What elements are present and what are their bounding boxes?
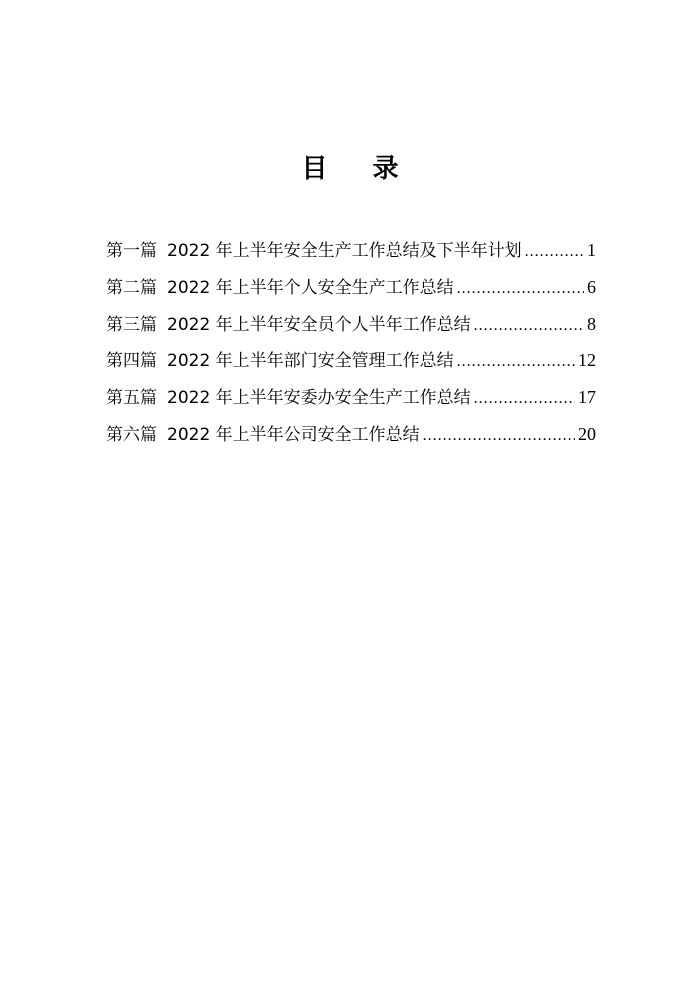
toc-title: 目 录 [301,154,417,184]
toc-entry[interactable] [106,416,596,453]
toc-entry-page-number: 12 [578,350,596,371]
toc-entry-label: 第二篇 [106,277,157,298]
toc-entry-page-number: 20 [578,423,596,444]
toc-entry-title: 2022 年上半年安委办安全生产工作总结 [167,388,471,409]
toc-entry-page-number: 1 [587,240,596,260]
toc-entry-page-number: 8 [587,313,596,334]
toc-entry[interactable] [106,379,596,416]
toc-entry-label: 第三篇 [106,314,157,335]
toc-entry-page-number: 17 [578,387,596,408]
toc-entry-label: 第五篇 [106,388,157,409]
table-of-contents [106,232,596,453]
toc-dot-leader [457,344,575,381]
toc-entry-title: 2022 年上半年部门安全管理工作总结 [167,351,454,372]
toc-entry-label: 第四篇 [106,351,157,372]
toc-dot-leader [474,308,584,345]
toc-entry-title: 2022 年上半年安全员个人半年工作总结 [167,314,471,335]
toc-entry[interactable] [106,306,596,343]
toc-entry-title: 2022 年上半年安全生产工作总结及下半年计划 [167,241,522,261]
toc-entry-page-number: 6 [587,276,596,297]
toc-dot-leader [457,271,584,308]
toc-entry-label: 第一篇 [106,241,157,261]
toc-dot-leader [525,234,584,271]
toc-entry-title: 2022 年上半年公司安全工作总结 [167,424,420,445]
toc-entry[interactable] [106,342,596,379]
toc-entry-title: 2022 年上半年个人安全生产工作总结 [167,277,454,298]
toc-entry[interactable] [106,232,596,269]
toc-dot-leader [423,418,575,455]
toc-entry[interactable] [106,269,596,306]
toc-entry-label: 第六篇 [106,424,157,445]
toc-dot-leader [474,381,575,418]
